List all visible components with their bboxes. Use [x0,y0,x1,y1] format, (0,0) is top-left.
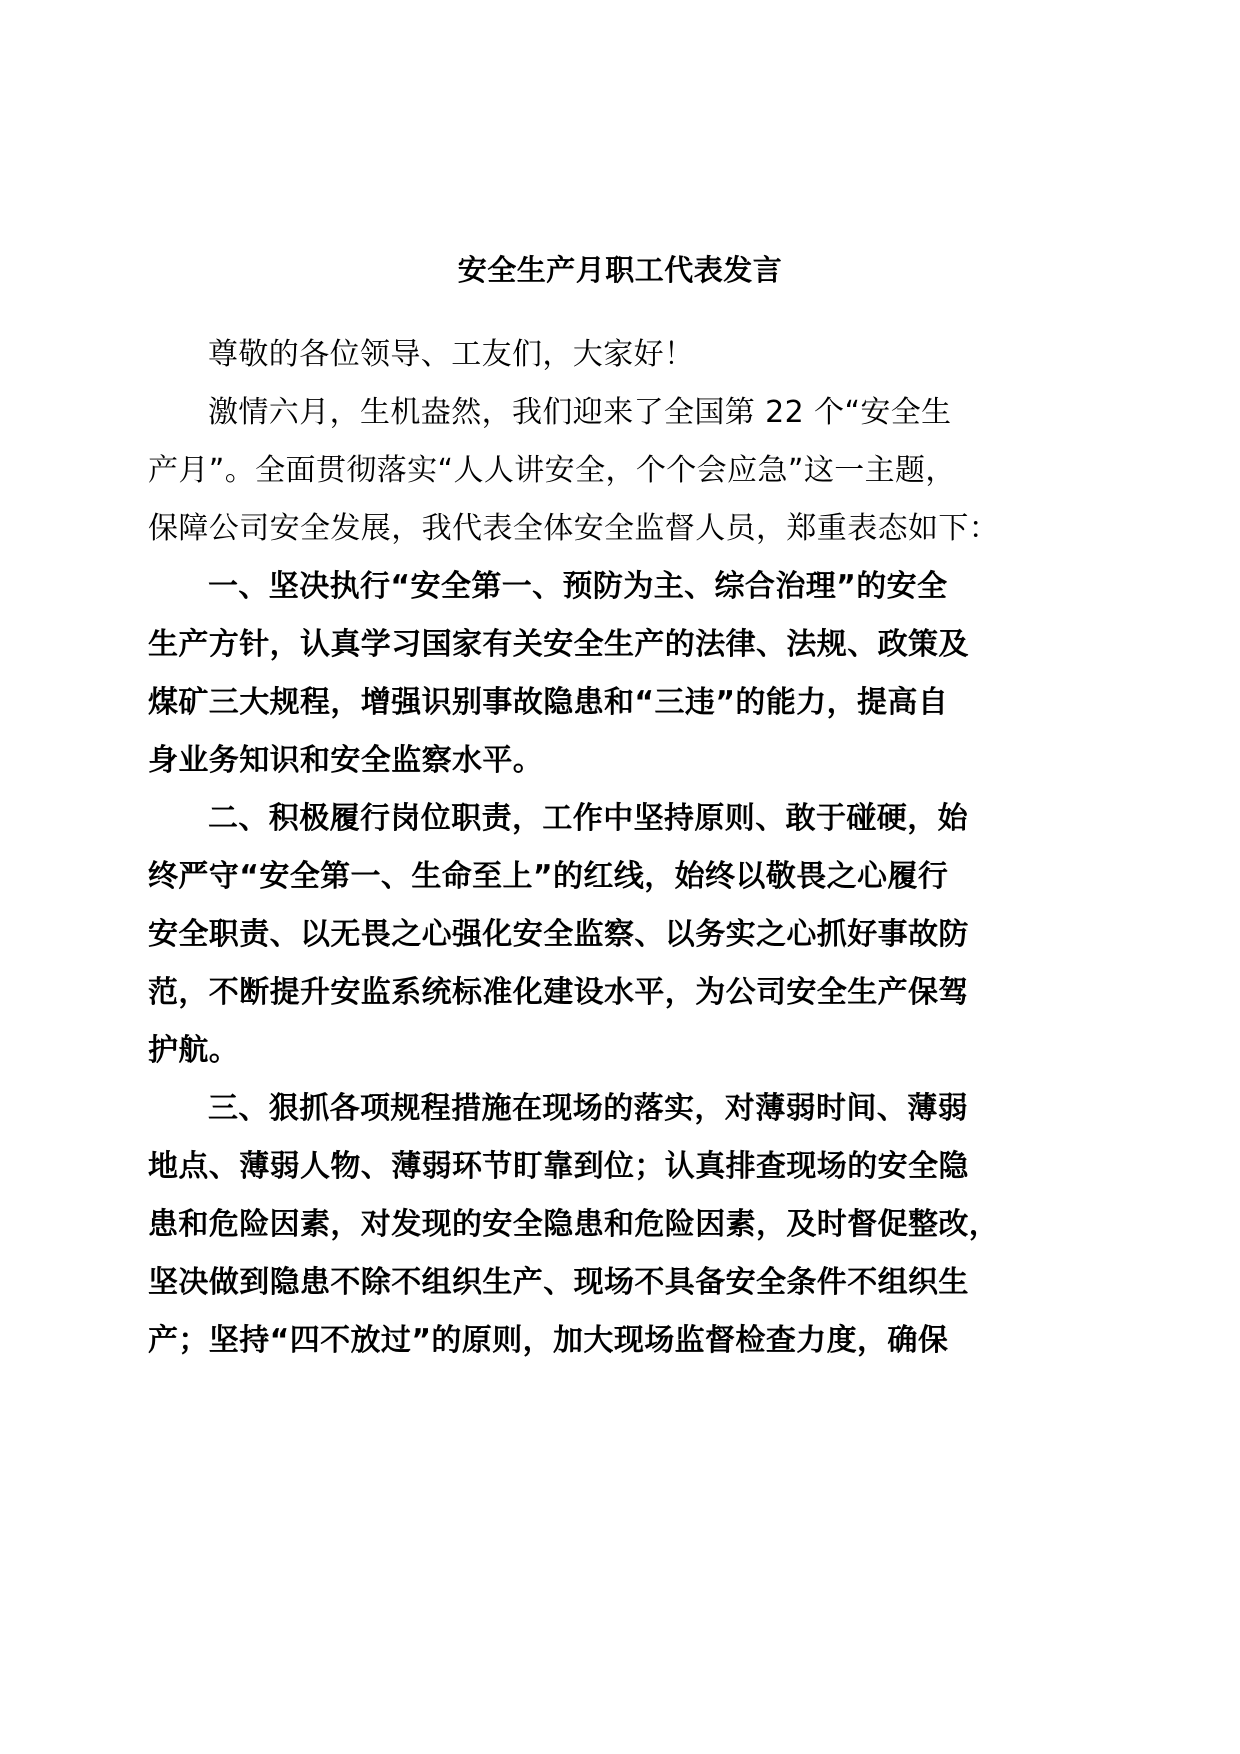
paragraph [148,326,1088,384]
paragraph-line: 安全职责、以无畏之心强化安全监察、以务实之心抓好事故防 [148,917,969,952]
paragraph [148,558,1088,790]
paragraph-line: 产月”。全面贯彻落实“人人讲安全，个个会应急”这一主题， [148,453,956,488]
paragraph-line: 一、坚决执行“安全第一、预防为主、综合治理”的安全 [208,569,948,604]
paragraph [148,384,1088,558]
paragraph-line: 产；坚持“四不放过”的原则，加大现场监督检查力度，确保 [148,1323,949,1358]
paragraph-line: 终严守“安全第一、生命至上”的红线，始终以敬畏之心履行 [148,859,949,894]
paragraph [148,790,1088,1080]
paragraph-line: 激情六月，生机盎然，我们迎来了全国第 22 个“安全生 [208,395,952,430]
paragraph-line: 生产方针，认真学习国家有关安全生产的法律、法规、政策及 [148,627,969,662]
paragraph-line: 坚决做到隐患不除不组织生产、现场不具备安全条件不组织生 [148,1265,969,1300]
paragraph [148,1080,1088,1370]
paragraph-line: 范，不断提升安监系统标准化建设水平，为公司安全生产保驾 [148,975,969,1010]
paragraph-line: 身业务知识和安全监察水平。 [148,743,544,778]
paragraph-line: 尊敬的各位领导、工友们，大家好！ [208,337,695,372]
paragraph-line: 患和危险因素，对发现的安全隐患和危险因素，及时督促整改， [148,1207,1000,1242]
paragraph-line: 保障公司安全发展，我代表全体安全监督人员，郑重表态如下： [148,511,1000,546]
document-title: 安全生产月职工代表发言 [457,253,783,287]
paragraph-line: 地点、薄弱人物、薄弱环节盯靠到位；认真排查现场的安全隐 [148,1149,969,1184]
paragraph-line: 护航。 [148,1033,240,1068]
document-body [148,326,1088,1370]
paragraph-line: 煤矿三大规程，增强识别事故隐患和“三违”的能力，提高自 [148,685,949,720]
paragraph-line: 三、狠抓各项规程措施在现场的落实，对薄弱时间、薄弱 [208,1091,968,1126]
paragraph-line: 二、积极履行岗位职责，工作中坚持原则、敢于碰硬，始 [208,801,968,836]
